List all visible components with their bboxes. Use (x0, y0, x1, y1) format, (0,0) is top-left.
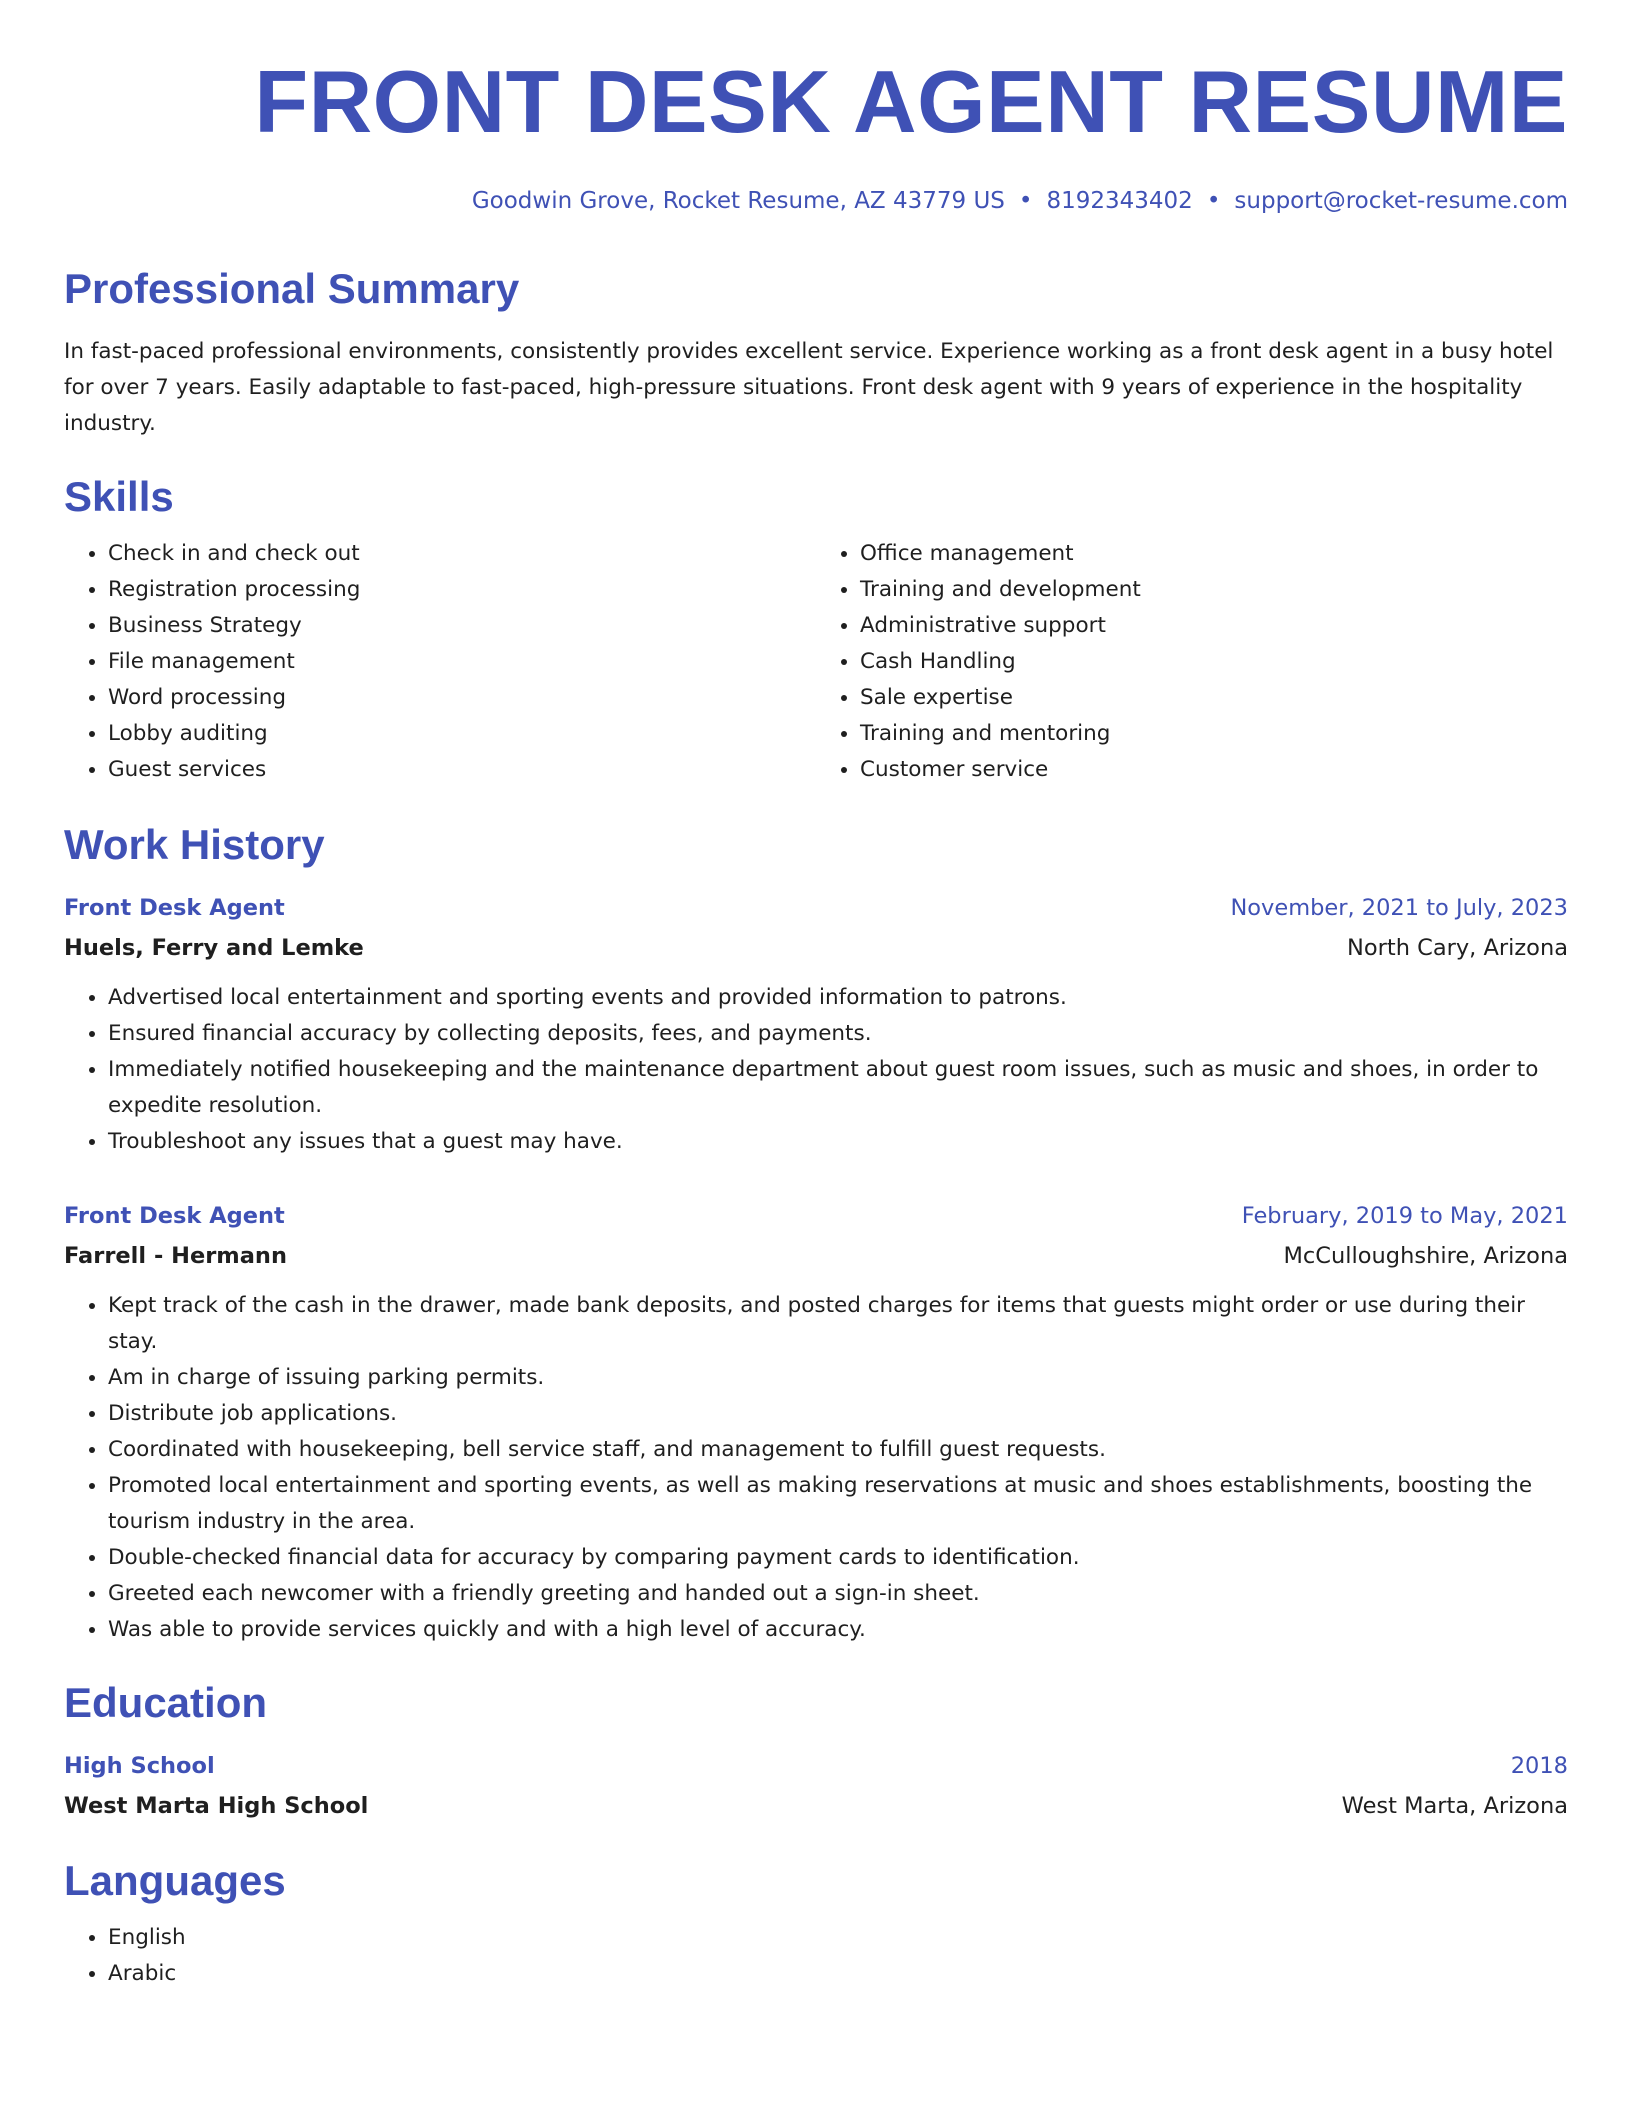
skills-list-left (64, 536, 816, 788)
job-bullet: • Kept track of the cash in the drawer, made bank deposits, and posted charges for items that guests might order or use during their stay. (108, 1288, 1568, 1360)
job-bullet: • Ensured financial accuracy by collecting deposits, fees, and payments. (108, 1016, 1568, 1052)
job-role: Front Desk Agent (64, 1203, 285, 1229)
skill-item: • Office management (860, 536, 1568, 572)
job-role: Front Desk Agent (64, 895, 285, 921)
job-dates: February, 2019 to May, 2021 (1241, 1203, 1568, 1229)
skills-list-right (816, 536, 1568, 788)
language-item: • Arabic (108, 1956, 1568, 1992)
job-header-row (64, 888, 1568, 928)
contact-address: Goodwin Grove, Rocket Resume, AZ 43779 US (471, 188, 1005, 214)
contact-email[interactable]: support@rocket-resume.com (1234, 188, 1568, 214)
job-bullets (64, 1288, 1568, 1648)
job-bullet: • Greeted each newcomer with a friendly greeting and handed out a sign-in sheet. (108, 1576, 1568, 1612)
education-location: West Marta, Arizona (1341, 1793, 1568, 1819)
job-company: Farrell - Hermann (64, 1243, 287, 1269)
education-school: West Marta High School (64, 1793, 369, 1819)
skill-item: • Check in and check out (108, 536, 816, 572)
skills-heading: Skills (64, 473, 174, 520)
education-degree: High School (64, 1753, 215, 1779)
job-location: North Cary, Arizona (1347, 935, 1568, 961)
job-bullets (64, 980, 1568, 1160)
skills-columns (64, 536, 1568, 788)
job-bullet: • Coordinated with housekeeping, bell service staff, and management to fulfill guest requests. (108, 1432, 1568, 1468)
job-header-row (64, 1196, 1568, 1236)
job-bullet: • Immediately notified housekeeping and the maintenance department about guest room issues, such as music and shoes, in order to expedite resolution. (108, 1052, 1568, 1124)
language-item: • English (108, 1920, 1568, 1956)
skill-item: • Word processing (108, 680, 816, 716)
job-bullet: • Troubleshoot any issues that a guest may have. (108, 1124, 1568, 1160)
resume-title: FRONT DESK AGENT RESUME (254, 52, 1568, 151)
job-entry (64, 888, 1568, 1160)
job-bullet: • Advertised local entertainment and sporting events and provided information to patrons. (108, 980, 1568, 1016)
job-company: Huels, Ferry and Lemke (64, 935, 364, 961)
job-bullet: • Distribute job applications. (108, 1396, 1568, 1432)
skill-item: • Sale expertise (860, 680, 1568, 716)
education-header-row (64, 1746, 1568, 1786)
job-company-row (64, 928, 1568, 968)
education-year: 2018 (1510, 1753, 1568, 1779)
contact-separator: • (1206, 188, 1221, 214)
education-school-row (64, 1786, 1568, 1826)
languages-list (64, 1920, 1568, 1992)
education-entry (64, 1746, 1568, 1826)
job-dates: November, 2021 to July, 2023 (1230, 895, 1568, 921)
resume-header (64, 52, 1568, 216)
skill-item: • Lobby auditing (108, 716, 816, 752)
skill-item: • Cash Handling (860, 644, 1568, 680)
contact-line (64, 186, 1568, 216)
job-bullet: • Am in charge of issuing parking permits. (108, 1360, 1568, 1396)
skill-item: • Registration processing (108, 572, 816, 608)
skill-item: • Business Strategy (108, 608, 816, 644)
job-location: McCulloughshire, Arizona (1283, 1243, 1568, 1269)
languages-heading: Languages (64, 1857, 286, 1904)
summary-heading: Professional Summary (64, 265, 520, 312)
skill-item: • File management (108, 644, 816, 680)
skill-item: • Administrative support (860, 608, 1568, 644)
work-history-heading: Work History (64, 821, 325, 868)
summary-text: In fast-paced professional environments, consistently provides excellent service. Experience working as a front desk agent in a busy hotel for over 7 years. Easily adaptable to fast-paced, high-pressure situations. Front desk agent with 9 years of experience in the hospitality industry. (64, 339, 1554, 436)
job-bullet: • Double-checked financial data for accuracy by comparing payment cards to identification. (108, 1540, 1568, 1576)
skill-item: • Training and mentoring (860, 716, 1568, 752)
job-bullet: • Promoted local entertainment and sporting events, as well as making reservations at music and shoes establishments, boosting the tourism industry in the area. (108, 1468, 1568, 1540)
skill-item: • Guest services (108, 752, 816, 788)
job-bullet: • Was able to provide services quickly and with a high level of accuracy. (108, 1612, 1568, 1648)
education-heading: Education (64, 1679, 268, 1726)
skill-item: • Training and development (860, 572, 1568, 608)
contact-phone: 8192343402 (1046, 188, 1193, 214)
job-company-row (64, 1236, 1568, 1276)
job-entry (64, 1196, 1568, 1648)
contact-separator: • (1018, 188, 1033, 214)
skill-item: • Customer service (860, 752, 1568, 788)
